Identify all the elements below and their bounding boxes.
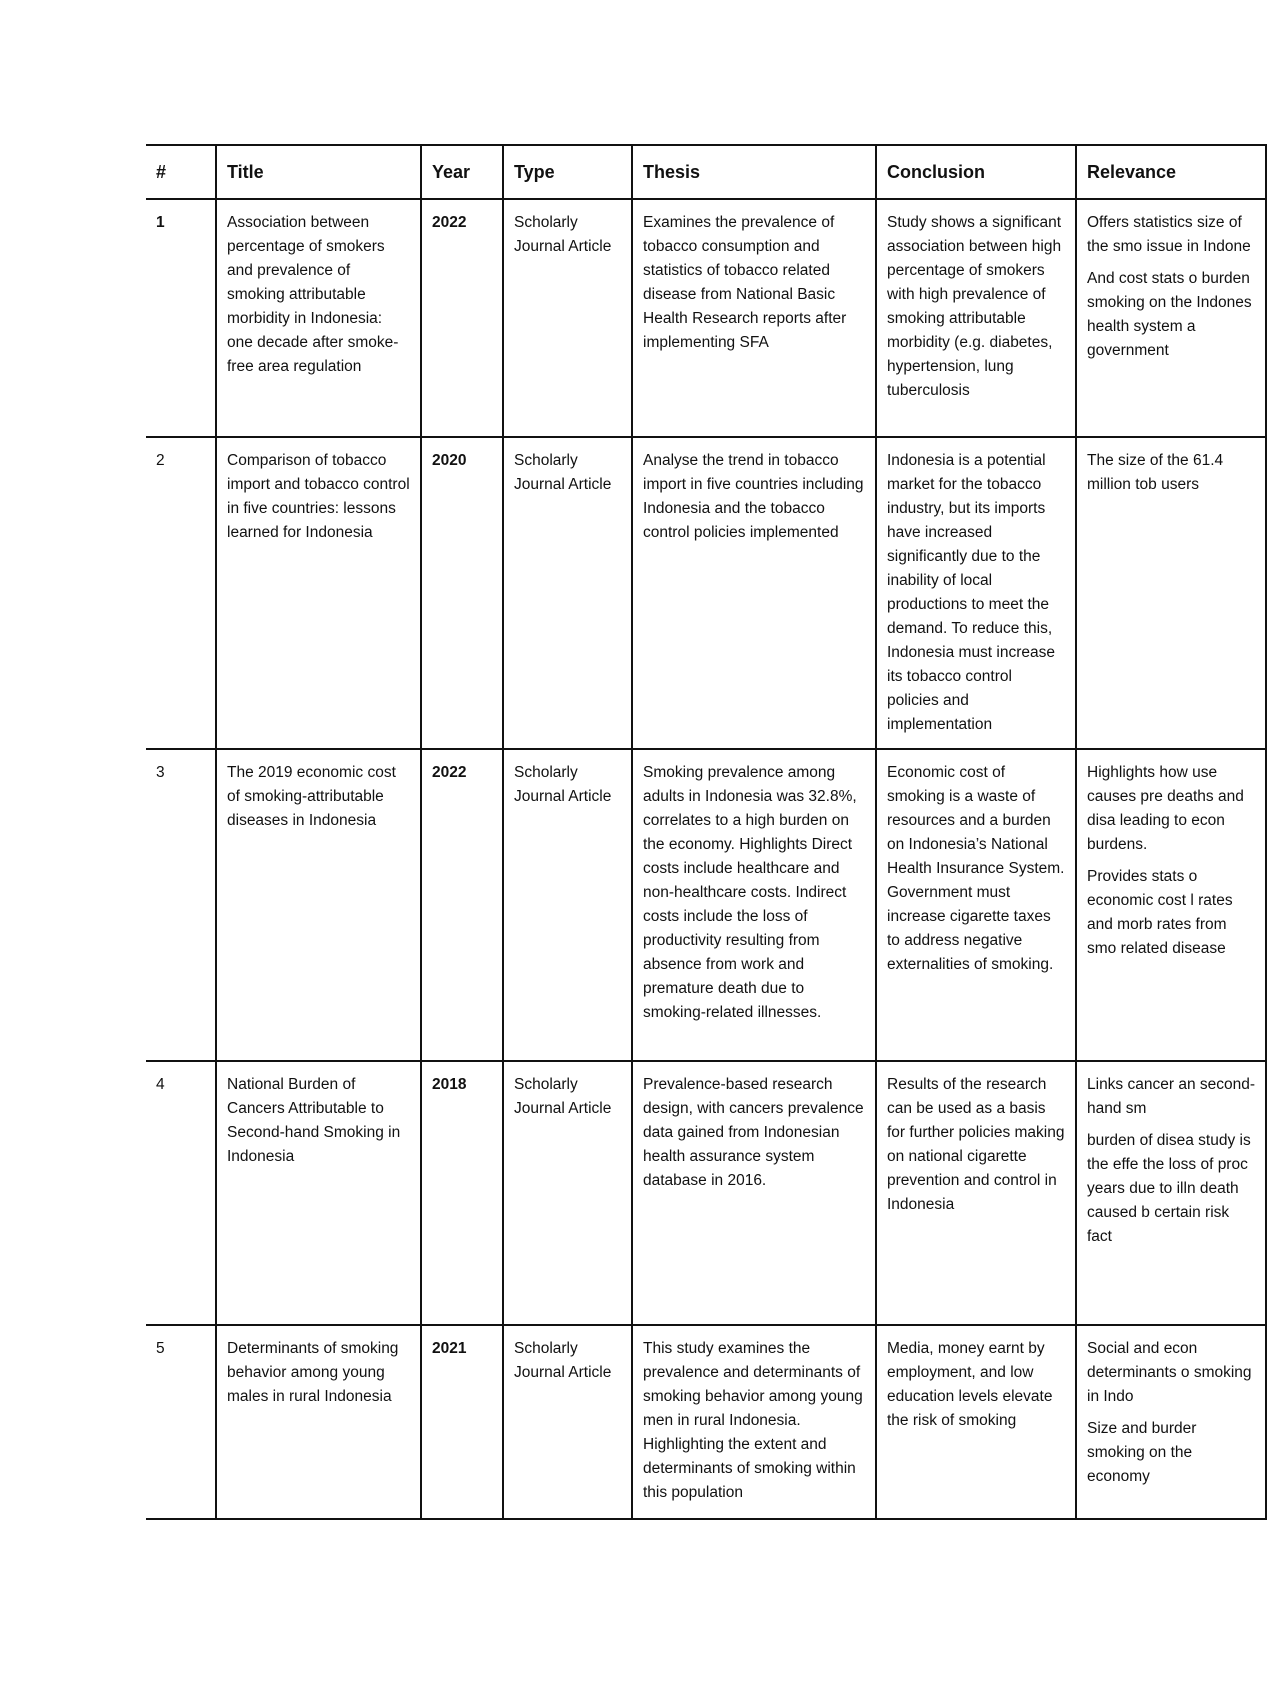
relevance-paragraph: Size and burder smoking on the economy (1087, 1420, 1197, 1485)
row-title: Comparison of tobacco import and tobacco control in five countries: lessons learned for Indonesia (216, 437, 421, 749)
row-type: Scholarly Journal Article (503, 1325, 632, 1519)
row-thesis: This study examines the prevalence and determinants of smoking behavior among young men in rural Indonesia. Highlighting the extent and determinants of smoking within this population (632, 1325, 876, 1519)
relevance-paragraph: burden of disea study is the effe the loss of proc years due to illn death caused b certain risk fact (1087, 1132, 1251, 1245)
table-row (146, 1061, 1266, 1325)
header-conclusion: Conclusion (876, 145, 1076, 199)
row-type: Scholarly Journal Article (503, 749, 632, 1061)
table-row (146, 1325, 1266, 1519)
row-type: Scholarly Journal Article (503, 437, 632, 749)
row-relevance (1076, 749, 1266, 1061)
row-conclusion: Results of the research can be used as a basis for further policies making on national cigarette prevention and control in Indonesia (876, 1061, 1076, 1325)
relevance-paragraph: Provides stats o economic cost l rates and morb rates from smo related disease (1087, 868, 1233, 957)
row-title: National Burden of Cancers Attributable to Second-hand Smoking in Indonesia (216, 1061, 421, 1325)
row-conclusion: Economic cost of smoking is a waste of resources and a burden on Indonesia’s National Health Insurance System. Government must increase cigarette taxes to address negative externalities of smoking. (876, 749, 1076, 1061)
header-relevance: Relevance (1076, 145, 1266, 199)
relevance-paragraph: Social and econ determinants o smoking in Indo (1087, 1340, 1252, 1405)
relevance-paragraph: Highlights how use causes pre deaths and disa leading to econ burdens. (1087, 764, 1244, 853)
row-type: Scholarly Journal Article (503, 199, 632, 437)
row-year: 2021 (421, 1325, 503, 1519)
row-thesis: Prevalence-based research design, with cancers prevalence data gained from Indonesian health assurance system database in 2016. (632, 1061, 876, 1325)
relevance-paragraph: The size of the 61.4 million tob users (1087, 452, 1224, 493)
relevance-paragraph: And cost stats o burden smoking on the Indones health system a government (1087, 270, 1252, 359)
relevance-paragraph: Links cancer an second-hand sm (1087, 1076, 1256, 1117)
row-year: 2022 (421, 749, 503, 1061)
row-conclusion: Indonesia is a potential market for the tobacco industry, but its imports have increased significantly due to the inability of local productions to meet the demand. To reduce this, Indonesia must increase its tobacco control policies and implementation (876, 437, 1076, 749)
header-title: Title (216, 145, 421, 199)
row-number: 5 (146, 1325, 216, 1519)
row-title: Association between percentage of smokers and prevalence of smoking attributable morbidity in Indonesia: one decade after smoke-free area regulation (216, 199, 421, 437)
row-conclusion: Study shows a significant association between high percentage of smokers with high prevalence of smoking attributable morbidity (e.g. diabetes, hypertension, lung tuberculosis (876, 199, 1076, 437)
row-relevance (1076, 1061, 1266, 1325)
header-type: Type (503, 145, 632, 199)
row-thesis: Examines the prevalence of tobacco consumption and statistics of tobacco related disease from National Basic Health Research reports after implementing SFA (632, 199, 876, 437)
row-year: 2018 (421, 1061, 503, 1325)
row-year: 2022 (421, 199, 503, 437)
row-number: 2 (146, 437, 216, 749)
row-number: 4 (146, 1061, 216, 1325)
row-number: 1 (146, 199, 216, 437)
row-thesis: Analyse the trend in tobacco import in five countries including Indonesia and the tobacco control policies implemented (632, 437, 876, 749)
row-number: 3 (146, 749, 216, 1061)
header-number: # (146, 145, 216, 199)
row-title: The 2019 economic cost of smoking-attributable diseases in Indonesia (216, 749, 421, 1061)
relevance-paragraph: Offers statistics size of the smo issue in Indone (1087, 214, 1251, 255)
row-title: Determinants of smoking behavior among young males in rural Indonesia (216, 1325, 421, 1519)
header-row (146, 145, 1266, 199)
table-row (146, 437, 1266, 749)
row-thesis: Smoking prevalence among adults in Indonesia was 32.8%, correlates to a high burden on the economy. Highlights Direct costs include healthcare and non-healthcare costs. Indirect costs include the loss of productivity resulting from absence from work and premature death due to smoking-related illnesses. (632, 749, 876, 1061)
literature-review-table (146, 144, 1267, 1520)
table-row (146, 749, 1266, 1061)
row-relevance (1076, 199, 1266, 437)
row-conclusion: Media, money earnt by employment, and low education levels elevate the risk of smoking (876, 1325, 1076, 1519)
row-year: 2020 (421, 437, 503, 749)
header-year: Year (421, 145, 503, 199)
header-thesis: Thesis (632, 145, 876, 199)
row-relevance (1076, 1325, 1266, 1519)
row-relevance (1076, 437, 1266, 749)
table-row (146, 199, 1266, 437)
row-type: Scholarly Journal Article (503, 1061, 632, 1325)
